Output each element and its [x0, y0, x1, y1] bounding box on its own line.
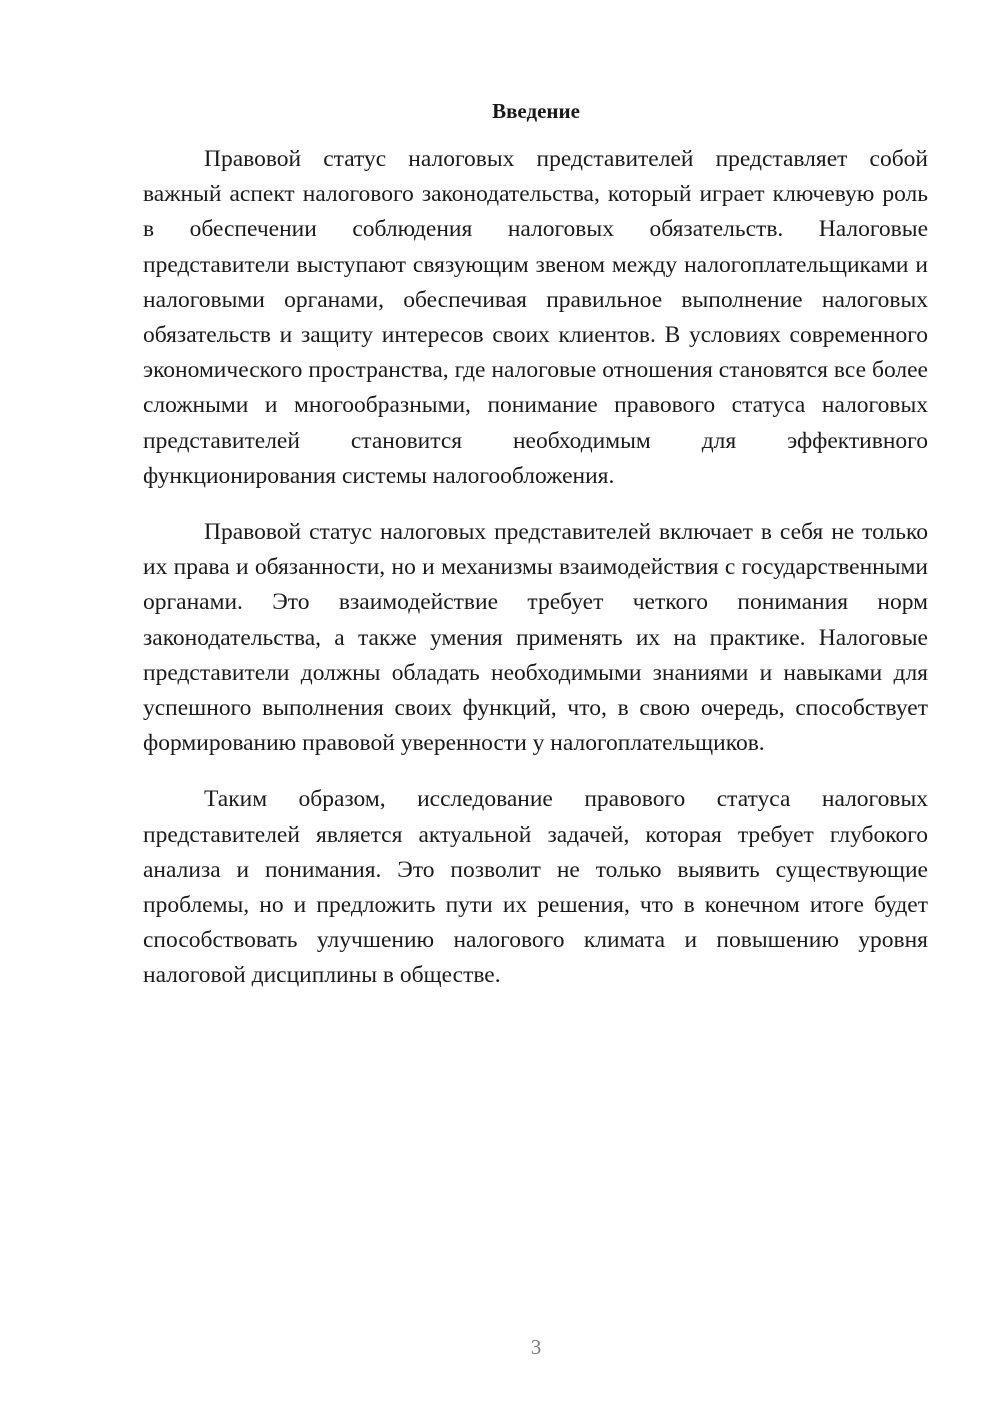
- page-title: Введение: [492, 99, 580, 123]
- paragraph-3: Таким образом, исследование правового статуса налоговых представителей является актуальной задачей, которая требует глубокого анализа и понимания. Это позволит не только выявить существующие проблемы, но и предложить пути их решения, что в конечном итоге будет способствовать улучшению налогового климата и повышению уровня налоговой дисциплины в обществе.: [143, 786, 928, 989]
- paragraph-1: Правовой статус налоговых представителей представляет собой важный аспект налогового законодательства, который играет ключевую роль в обеспечении соблюдения налоговых обязательств. Налоговые представители выступают связующим звеном между налогоплательщиками и налоговыми органами, обеспечивая правильное выполнение налоговых обязательств и защиту интересов своих клиентов. В условиях современного экономического пространства, где налоговые отношения становятся все более сложными и многообразными, понимание правового статуса налоговых представителей становится необходимым для эффективного функционирования системы налогообложения.: [143, 146, 928, 489]
- paragraph-2: Правовой статус налоговых представителей включает в себя не только их права и обязанности, но и механизмы взаимодействия с государственными органами. Это взаимодействие требует четкого понимания норм законодательства, а также умения применять их на практике. Налоговые представители должны обладать необходимыми знаниями и навыками для успешного выполнения своих функций, что, в свою очередь, способствует формированию правовой уверенности у налогоплательщиков.: [143, 519, 928, 757]
- body-text: [143, 142, 928, 1015]
- page-number: 3: [530, 1335, 542, 1359]
